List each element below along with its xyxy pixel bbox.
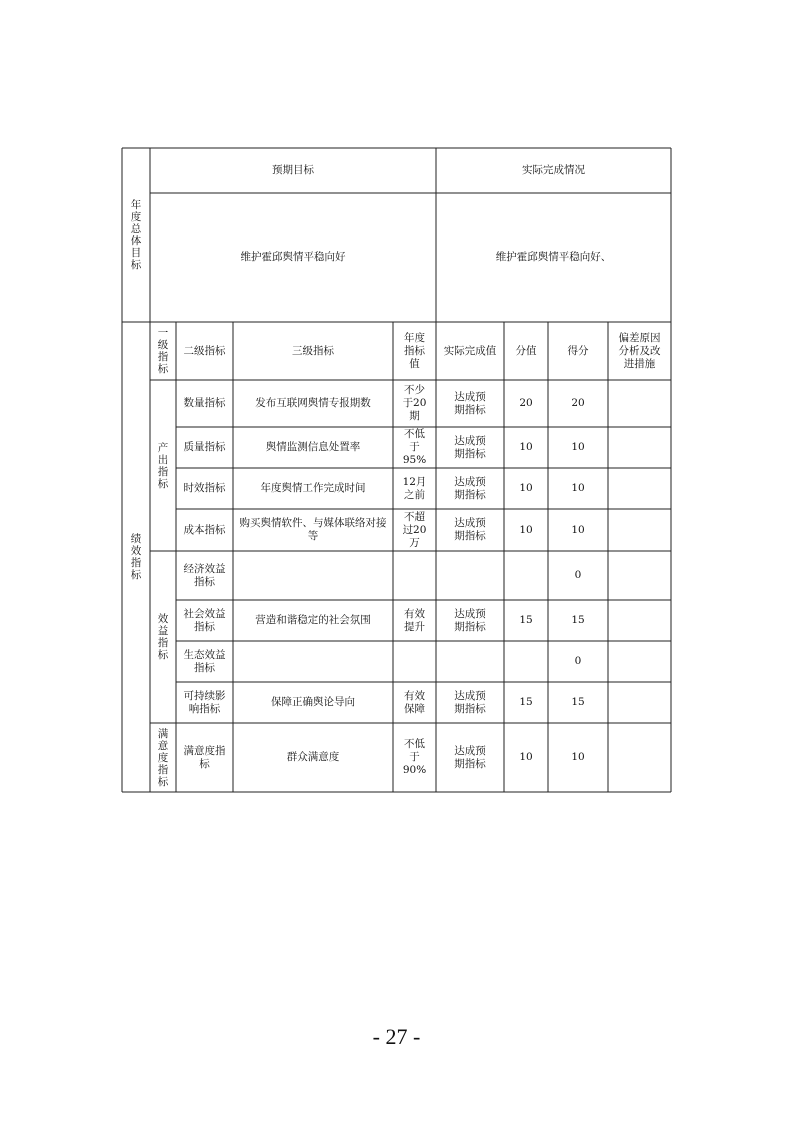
weight-cell: 10 — [519, 523, 533, 536]
actual-value-cell: 达成预期指标 — [454, 744, 486, 770]
group-benefit-label: 效 益 指 标 — [157, 613, 169, 661]
target-cell: 12月之前 — [402, 475, 427, 501]
score-header: 得分 — [567, 344, 589, 357]
score-cell: 10 — [571, 482, 585, 494]
actual-value-cell: 达成预期指标 — [454, 517, 486, 542]
level2-cell: 时效指标 — [183, 482, 226, 494]
performance-indicator-label: 绩 效 指 标 — [130, 533, 142, 581]
weight-cell: 10 — [519, 751, 533, 763]
level2-header: 二级指标 — [183, 344, 226, 357]
weight-cell — [504, 551, 548, 600]
actual-value-cell — [436, 551, 504, 600]
level2-cell: 数量指标 — [183, 397, 226, 409]
level3-cell: 营造和谐稳定的社会氛围 — [255, 614, 371, 626]
deviation-cell — [608, 641, 671, 682]
target-header: 年度指标值 — [404, 331, 425, 370]
level3-cell: 保障正确舆论导向 — [271, 696, 355, 708]
score-cell: 10 — [571, 441, 585, 453]
level2-cell: 可持续影响指标 — [183, 689, 226, 715]
score-cell: 15 — [571, 696, 585, 708]
group-satisfaction-label: 满 意 度 指 标 — [157, 727, 169, 788]
score-cell: 10 — [571, 751, 585, 763]
deviation-cell — [608, 723, 671, 792]
deviation-cell — [608, 380, 671, 427]
target-cell: 有效保障 — [404, 689, 425, 715]
level2-cell: 成本指标 — [183, 523, 226, 536]
level2-cell: 质量指标 — [183, 441, 226, 453]
deviation-cell — [608, 551, 671, 600]
level2-cell: 生态效益指标 — [183, 648, 226, 674]
annual-goal-label: 年 度 总 体 目 标 — [130, 199, 142, 271]
level3-cell: 年度舆情工作完成时间 — [260, 482, 366, 494]
level2-cell: 满意度指标 — [183, 744, 226, 770]
actual-value-cell — [436, 641, 504, 682]
level2-cell: 经济效益指标 — [183, 562, 226, 588]
score-cell: 10 — [571, 523, 585, 536]
weight-cell: 15 — [519, 614, 533, 626]
score-cell: 0 — [574, 655, 582, 667]
level3-cell: 舆情监测信息处置率 — [265, 441, 361, 453]
group-output-label: 产 出 指 标 — [157, 441, 169, 490]
level3-cell: 购买舆情软件、与媒体联络对接等 — [239, 517, 387, 542]
level2-cell: 社会效益指标 — [183, 607, 226, 633]
deviation-cell — [608, 600, 671, 641]
actual-status-text: 维护霍邱舆情平稳向好、 — [495, 251, 612, 263]
level3-cell — [233, 551, 393, 600]
actual-value-header: 实际完成值 — [443, 344, 497, 357]
weight-cell: 15 — [519, 696, 533, 708]
level3-cell: 发布互联网舆情专报期数 — [255, 397, 371, 409]
level1-header: 一 级 指 标 — [157, 327, 169, 375]
level3-cell: 群众满意度 — [286, 751, 340, 763]
actual-value-cell: 达成预期指标 — [454, 434, 486, 460]
weight-cell: 10 — [519, 482, 533, 494]
level3-header: 三级指标 — [292, 344, 334, 357]
target-cell: 不低于90% — [402, 738, 427, 776]
weight-cell: 20 — [519, 397, 533, 409]
actual-status-header: 实际完成情况 — [522, 164, 585, 176]
deviation-cell — [608, 468, 671, 509]
deviation-cell — [608, 427, 671, 468]
level3-cell — [233, 641, 393, 682]
score-cell: 15 — [571, 614, 585, 626]
expected-goal-header: 预期目标 — [272, 164, 314, 176]
weight-header: 分值 — [515, 344, 537, 357]
target-cell: 不少于20期 — [402, 384, 427, 422]
target-cell: 不低于95% — [402, 428, 427, 466]
weight-cell — [504, 641, 548, 682]
target-cell: 不超过20万 — [402, 510, 427, 549]
actual-value-cell: 达成预期指标 — [454, 689, 486, 715]
target-cell — [393, 641, 436, 682]
target-cell: 有效提升 — [404, 607, 425, 633]
page-number: - 27 - — [372, 1024, 421, 1049]
target-cell — [393, 551, 436, 600]
deviation-cell — [608, 509, 671, 551]
score-cell: 20 — [571, 397, 585, 409]
actual-value-cell: 达成预期指标 — [454, 390, 486, 416]
weight-cell: 10 — [519, 441, 533, 453]
actual-value-cell: 达成预期指标 — [454, 607, 486, 633]
score-cell: 0 — [574, 569, 582, 581]
deviation-header: 偏差原因分析及改进措施 — [618, 331, 661, 370]
actual-value-cell: 达成预期指标 — [454, 475, 486, 501]
expected-goal-text: 维护霍邱舆情平稳向好 — [240, 251, 346, 263]
deviation-cell — [608, 682, 671, 723]
